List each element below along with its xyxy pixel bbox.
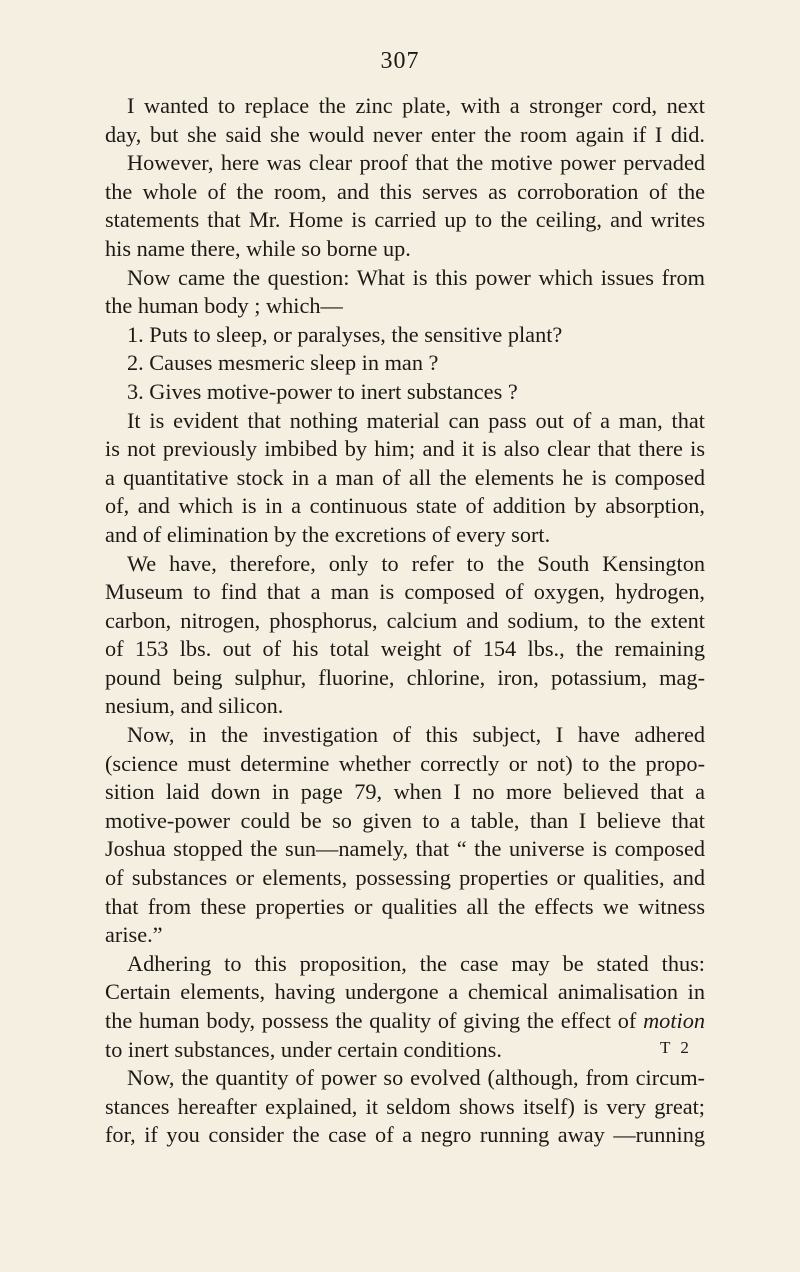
text-line — [105, 264, 705, 293]
text-line — [105, 1007, 705, 1036]
line-text: the whole of the room, and this serves as corroboration of the — [105, 178, 705, 204]
line-text: It is evident that nothing material can pass out of a man, that — [127, 407, 705, 433]
text-line — [105, 321, 705, 350]
line-text: to inert substances, under certain conditions. — [105, 1036, 502, 1062]
text-line — [105, 435, 705, 464]
line-text: of substances or elements, possessing properties or qualities, and — [105, 865, 705, 891]
text-line — [105, 778, 705, 807]
line-text: Now, the quantity of power so evolved (although, from circum- — [127, 1065, 705, 1091]
line-text: carbon, nitrogen, phosphorus, calcium and sodium, to the extent — [105, 607, 705, 633]
line-text: statements that Mr. Home is carried up to the ceiling, and writes — [105, 207, 705, 233]
line-text: Adhering to this proposition, the case may be stated thus: — [127, 950, 705, 976]
text-line — [105, 121, 705, 150]
text-line — [105, 864, 705, 893]
line-text: Certain elements, having undergone a chemical animalisation in — [105, 979, 705, 1005]
line-text: for, if you consider the case of a negro running away —running — [105, 1122, 705, 1148]
line-text: a quantitative stock in a man of all the elements he is composed — [105, 464, 705, 490]
text-line — [105, 492, 705, 521]
text-line — [105, 893, 705, 922]
text-line — [105, 149, 705, 178]
text-line — [105, 349, 705, 378]
line-text: Joshua stopped the sun—namely, that “ the universe is composed — [105, 836, 705, 862]
text-line — [105, 521, 705, 550]
line-text: day, but she said she would never enter the room again if I did. — [105, 121, 705, 147]
text-line — [105, 921, 705, 950]
text-line — [105, 464, 705, 493]
page-number: 307 — [380, 48, 420, 74]
text-line — [105, 664, 705, 693]
text-line — [105, 1036, 705, 1065]
text-line — [105, 235, 705, 264]
text-line — [105, 635, 705, 664]
line-text: Museum to find that a man is composed of oxygen, hydrogen, — [105, 579, 705, 605]
line-text: Now, in the investigation of this subject, I have adhered — [127, 722, 705, 748]
line-text: 2. Causes mesmeric sleep in man ? — [127, 350, 439, 376]
text-line — [105, 607, 705, 636]
line-text: of, and which is in a continuous state of addition by absorption, — [105, 493, 705, 519]
line-text: 3. Gives motive-power to inert substances ? — [127, 378, 518, 404]
line-text: arise.” — [105, 922, 163, 948]
text-line — [105, 92, 705, 121]
emphasized-word: motion — [643, 1008, 706, 1033]
line-text: stances hereafter explained, it seldom shows itself) is very great; — [105, 1093, 705, 1119]
text-line — [105, 206, 705, 235]
text-line — [105, 721, 705, 750]
line-text: is not previously imbibed by him; and it is also clear that there is — [105, 436, 705, 462]
text-line — [105, 1121, 705, 1150]
line-text: motive-power could be so given to a table, than I believe that — [105, 807, 705, 833]
text-line — [105, 835, 705, 864]
line-text: I wanted to replace the zinc plate, with a stronger cord, next — [127, 93, 705, 118]
line-text: (science must determine whether correctly or not) to the propo- — [105, 750, 705, 776]
text-line — [105, 378, 705, 407]
signature-mark: T 2 — [660, 1038, 692, 1057]
text-line — [105, 950, 705, 979]
line-text: and of elimination by the excretions of every sort. — [105, 521, 551, 547]
line-text: that from these properties or qualities all the effects we witness — [105, 893, 705, 919]
text-line — [105, 407, 705, 436]
body-text — [105, 92, 705, 1150]
line-text: However, here was clear proof that the motive power pervaded — [127, 150, 705, 176]
text-line — [105, 1064, 705, 1093]
line-text: the human body ; which— — [105, 293, 343, 319]
line-text: Now came the question: What is this power which issues from — [127, 264, 705, 290]
line-text: the human body, possess the quality of giving the effect of — [105, 1008, 637, 1033]
line-text: We have, therefore, only to refer to the South Kensington — [127, 550, 705, 576]
text-line — [105, 978, 705, 1007]
text-line — [105, 292, 705, 321]
line-text: his name there, while so borne up. — [105, 235, 411, 261]
text-line — [105, 750, 705, 779]
line-text: of 153 lbs. out of his total weight of 154 lbs., the remaining — [105, 636, 705, 662]
text-line — [105, 550, 705, 579]
line-text: pound being sulphur, fluorine, chlorine, iron, potassium, mag- — [105, 664, 705, 690]
text-line — [105, 1093, 705, 1122]
line-text: nesium, and silicon. — [105, 693, 284, 719]
line-text: sition laid down in page 79, when I no more believed that a — [105, 779, 705, 805]
line-text: 1. Puts to sleep, or paralyses, the sensitive plant? — [127, 321, 563, 347]
text-line — [105, 578, 705, 607]
text-line — [105, 692, 705, 721]
text-line — [105, 807, 705, 836]
text-line — [105, 178, 705, 207]
